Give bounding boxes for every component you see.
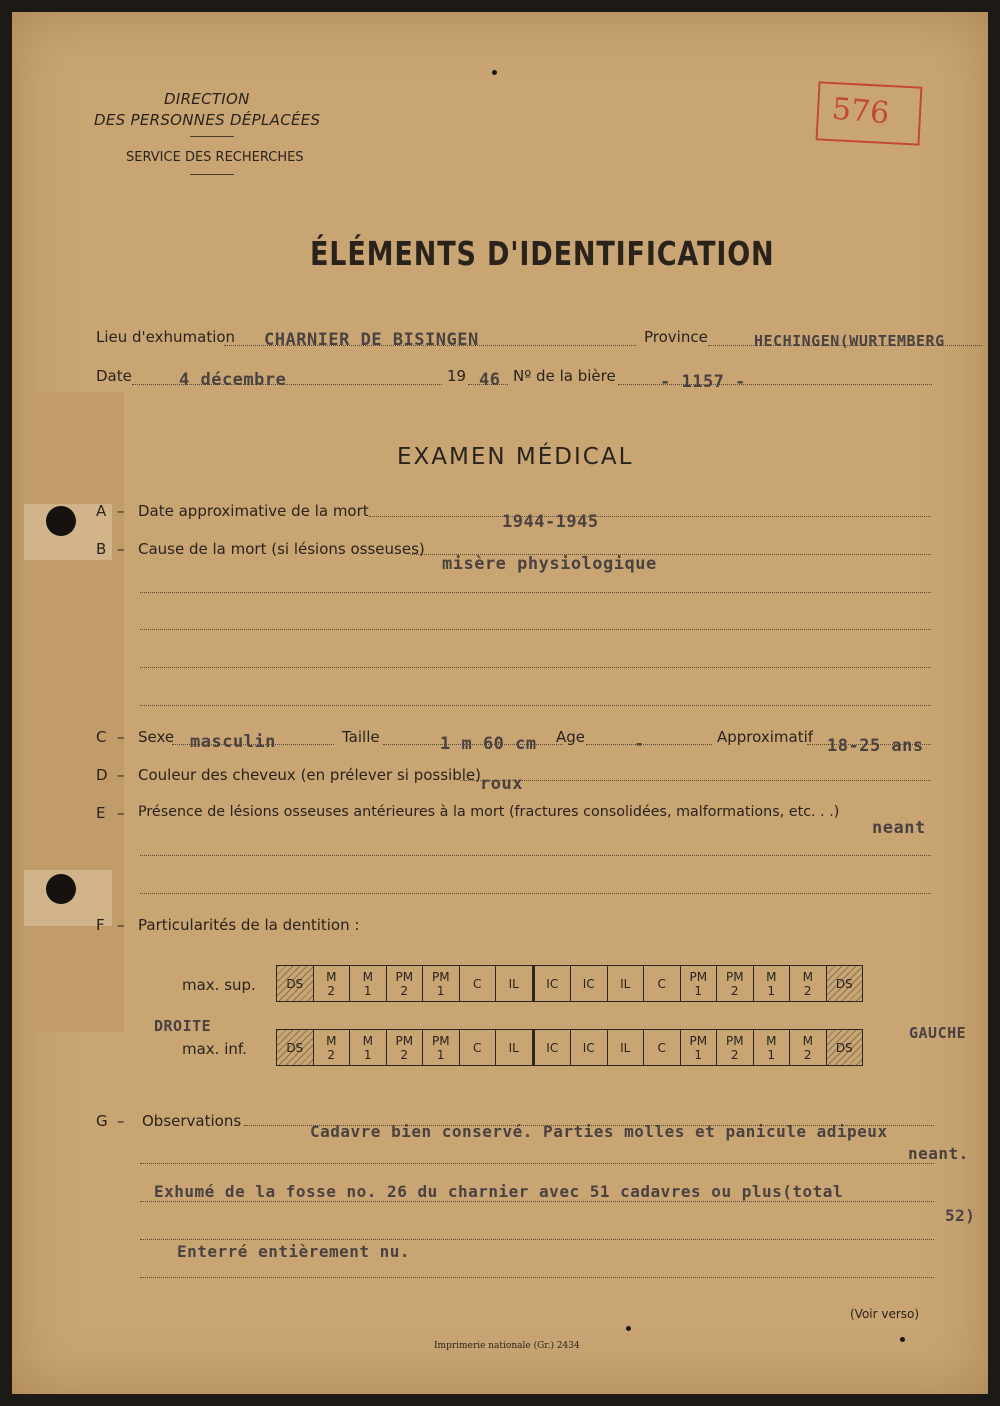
tooth-number: 2 xyxy=(400,983,409,998)
dotted-line xyxy=(140,1239,934,1240)
tooth-type: PM xyxy=(431,969,450,984)
dash: – xyxy=(117,502,125,520)
tooth-type: IC xyxy=(546,1040,559,1055)
tooth-number: 1 xyxy=(694,1047,703,1062)
document-page xyxy=(12,12,988,1394)
dentition-upper-table xyxy=(276,965,863,1002)
tooth-number: 1 xyxy=(436,983,445,998)
binding-strip xyxy=(28,392,124,1032)
biere-value: - 1157 - xyxy=(660,372,746,392)
tooth-cell xyxy=(386,966,423,1002)
tooth-type: PM xyxy=(395,969,414,984)
exam-title: EXAMEN MÉDICAL xyxy=(397,444,634,470)
dotted-line xyxy=(140,592,931,593)
dash: – xyxy=(117,728,125,746)
section-d-letter: D xyxy=(96,766,108,784)
taille-value: 1 m 60 cm xyxy=(440,734,537,754)
lieu-value: CHARNIER DE BISINGEN xyxy=(264,330,479,350)
tooth-type: M xyxy=(766,969,777,984)
tooth-type: M xyxy=(802,1033,813,1048)
tooth-type: IL xyxy=(620,1040,631,1055)
section-a-label: Date approximative de la mort xyxy=(138,502,369,520)
tooth-cell xyxy=(459,966,496,1002)
header-direction: DIRECTION xyxy=(164,90,250,108)
tooth-cell xyxy=(607,966,644,1002)
taille-label: Taille xyxy=(342,728,380,746)
dotted-line xyxy=(140,893,931,894)
tooth-cell xyxy=(826,1030,863,1066)
dotted-line xyxy=(140,1277,934,1278)
tooth-cell xyxy=(533,966,571,1002)
tooth-type: M xyxy=(362,1033,373,1048)
tooth-type: M xyxy=(326,1033,337,1048)
tooth-type: IC xyxy=(582,976,595,991)
observation-line-3: Enterré entièrement nu. xyxy=(177,1242,411,1261)
sexe-label: Sexe xyxy=(138,728,175,746)
header-personnes: DES PERSONNES DÉPLACÉES xyxy=(94,111,321,129)
tooth-cell xyxy=(313,1030,350,1066)
tooth-cell xyxy=(680,966,717,1002)
tooth-cell xyxy=(423,1030,460,1066)
max-sup-label: max. sup. xyxy=(182,976,256,994)
tooth-type: PM xyxy=(725,1033,744,1048)
dash: – xyxy=(117,804,125,822)
biere-label: Nº de la bière xyxy=(513,367,616,385)
age-label: Age xyxy=(556,728,586,746)
section-e-value: neant xyxy=(872,818,926,838)
tooth-cell xyxy=(350,966,387,1002)
dotted-line xyxy=(369,516,931,517)
tooth-cell xyxy=(571,966,608,1002)
tooth-cell xyxy=(496,966,534,1002)
age-value: - xyxy=(634,734,645,754)
tooth-cell xyxy=(571,1030,608,1066)
dotted-line xyxy=(140,1201,934,1202)
tooth-type: M xyxy=(362,969,373,984)
tooth-type: IL xyxy=(620,976,631,991)
tooth-cell xyxy=(717,966,754,1002)
stamp-number: 576 xyxy=(830,91,891,132)
tooth-number: 1 xyxy=(363,1047,372,1062)
dotted-line xyxy=(140,667,931,668)
tooth-cell xyxy=(717,1030,754,1066)
tooth-type: C xyxy=(657,1040,666,1055)
tooth-cell xyxy=(277,1030,314,1066)
tooth-type: IC xyxy=(582,1040,595,1055)
observation-line-2b: 52) xyxy=(945,1206,976,1225)
tooth-number: 1 xyxy=(767,1047,776,1062)
section-d-value: roux xyxy=(480,774,523,794)
tooth-type: M xyxy=(802,969,813,984)
droite-label: DROITE xyxy=(154,1017,212,1035)
year-prefix: 19 xyxy=(447,367,467,385)
tooth-cell xyxy=(753,966,790,1002)
province-value: HECHINGEN(WURTEMBERG xyxy=(754,332,945,350)
section-e-letter: E xyxy=(96,804,106,822)
section-f-label: Particularités de la dentition : xyxy=(138,916,360,934)
tooth-type: DS xyxy=(286,1040,304,1055)
tooth-type: M xyxy=(766,1033,777,1048)
tooth-number: 1 xyxy=(436,1047,445,1062)
dotted-line xyxy=(460,780,931,781)
page-title: ÉLÉMENTS D'IDENTIFICATION xyxy=(310,234,775,273)
divider xyxy=(190,174,234,175)
punch-hole xyxy=(46,874,76,904)
tooth-number: 1 xyxy=(363,983,372,998)
approx-label: Approximatif xyxy=(717,728,814,746)
tooth-cell xyxy=(826,966,863,1002)
section-b-value: misère physiologique xyxy=(442,554,657,574)
speck xyxy=(900,1337,905,1342)
dash: – xyxy=(117,766,125,784)
dash: – xyxy=(117,1112,125,1130)
tooth-type: DS xyxy=(835,976,853,991)
dentition-lower-table xyxy=(276,1029,863,1066)
tooth-cell xyxy=(790,966,827,1002)
tooth-type: PM xyxy=(689,1033,708,1048)
sexe-value: masculin xyxy=(190,732,276,752)
printer-footer: Imprimerie nationale (Gr.) 2434 xyxy=(434,1341,580,1351)
tooth-number: 1 xyxy=(767,983,776,998)
date-label: Date xyxy=(96,367,132,385)
tooth-type: C xyxy=(473,1040,482,1055)
tooth-type: DS xyxy=(835,1040,853,1055)
province-label: Province xyxy=(644,328,708,346)
tooth-type: C xyxy=(473,976,482,991)
tooth-type: PM xyxy=(689,969,708,984)
section-b-label: Cause de la mort (si lésions osseuses) xyxy=(138,540,425,558)
date-value: 4 décembre xyxy=(179,370,287,390)
tooth-cell xyxy=(680,1030,717,1066)
punch-hole xyxy=(46,506,76,536)
tooth-cell xyxy=(753,1030,790,1066)
tooth-cell xyxy=(644,966,681,1002)
tooth-type: PM xyxy=(431,1033,450,1048)
dotted-line xyxy=(140,629,931,630)
section-g-letter: G xyxy=(96,1112,108,1130)
section-d-label: Couleur des cheveux (en prélever si possible) xyxy=(138,766,481,784)
tooth-cell xyxy=(386,1030,423,1066)
divider xyxy=(190,136,234,137)
observation-line-1b: neant. xyxy=(908,1144,969,1163)
tooth-number: 2 xyxy=(730,1047,739,1062)
tooth-cell xyxy=(607,1030,644,1066)
max-inf-label: max. inf. xyxy=(182,1040,247,1058)
dotted-line xyxy=(140,705,931,706)
tooth-number: 2 xyxy=(803,1047,812,1062)
tooth-number: 1 xyxy=(694,983,703,998)
tooth-cell xyxy=(459,1030,496,1066)
tooth-type: C xyxy=(657,976,666,991)
gauche-label: GAUCHE xyxy=(909,1024,967,1042)
tooth-cell xyxy=(423,966,460,1002)
dotted-line xyxy=(140,855,931,856)
tooth-cell xyxy=(533,1030,571,1066)
tooth-cell xyxy=(313,966,350,1002)
tooth-type: IC xyxy=(546,976,559,991)
tooth-cell xyxy=(496,1030,534,1066)
tooth-number: 2 xyxy=(327,983,336,998)
tooth-number: 2 xyxy=(400,1047,409,1062)
tooth-type: DS xyxy=(286,976,304,991)
tooth-type: M xyxy=(326,969,337,984)
observation-line-1: Cadavre bien conservé. Parties molles et panicule adipeux xyxy=(310,1122,888,1141)
tooth-type: PM xyxy=(395,1033,414,1048)
section-g-label: Observations xyxy=(142,1112,242,1130)
section-b-letter: B xyxy=(96,540,107,558)
section-e-label: Présence de lésions osseuses antérieures à la mort (fractures consolidées, malformations, etc. . .) xyxy=(138,804,840,820)
voir-verso: (Voir verso) xyxy=(850,1307,920,1321)
tooth-number: 2 xyxy=(730,983,739,998)
section-c-letter: C xyxy=(96,728,107,746)
tooth-cell xyxy=(644,1030,681,1066)
dotted-line xyxy=(586,744,712,745)
tooth-cell xyxy=(350,1030,387,1066)
dotted-line xyxy=(140,1163,934,1164)
tooth-type: IL xyxy=(508,976,519,991)
approx-value: 18-25 ans xyxy=(827,736,924,756)
tooth-cell xyxy=(277,966,314,1002)
lieu-label: Lieu d'exhumation xyxy=(96,328,236,346)
speck xyxy=(626,1326,631,1331)
header-service: SERVICE DES RECHERCHES xyxy=(126,150,304,165)
section-a-letter: A xyxy=(96,502,107,520)
tooth-number: 2 xyxy=(803,983,812,998)
tooth-cell xyxy=(790,1030,827,1066)
tooth-number: 2 xyxy=(327,1047,336,1062)
speck xyxy=(492,70,497,75)
dash: – xyxy=(117,540,125,558)
observation-line-2: Exhumé de la fosse no. 26 du charnier avec 51 cadavres ou plus(total xyxy=(154,1182,844,1201)
year-value: 46 xyxy=(479,370,501,390)
tooth-type: PM xyxy=(725,969,744,984)
tooth-type: IL xyxy=(508,1040,519,1055)
section-f-letter: F xyxy=(96,916,105,934)
dash: – xyxy=(117,916,125,934)
section-a-value: 1944-1945 xyxy=(502,512,599,532)
